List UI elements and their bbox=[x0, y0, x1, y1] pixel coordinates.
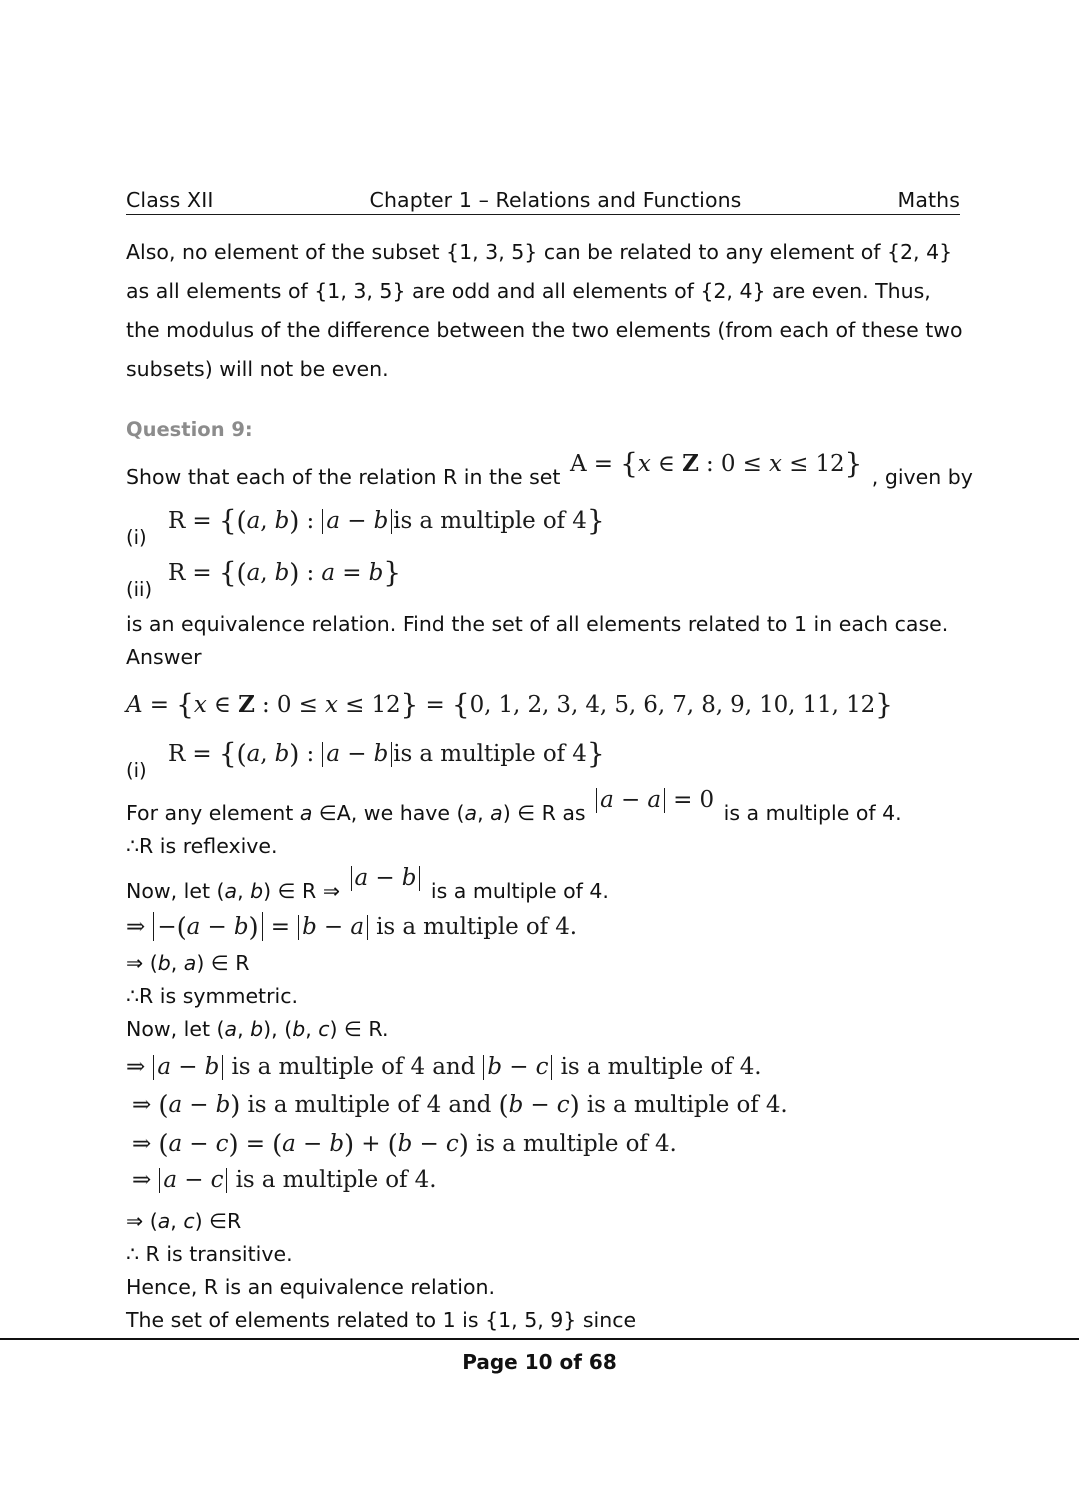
question-item-i-label: (i) bbox=[126, 526, 147, 549]
question-item-i bbox=[126, 502, 964, 548]
header-chapter-title: Chapter 1 – Relations and Functions bbox=[369, 188, 742, 212]
question-item-ii bbox=[126, 554, 964, 600]
header-subject-label: Maths bbox=[897, 188, 960, 212]
transitive-intro: Now, let (a, b), (b, c) ∈ R. bbox=[126, 1016, 389, 1041]
symmetric-conclusion: ∴R is symmetric. bbox=[126, 983, 299, 1008]
transitive-step-4: ⇒ a − c is a multiple of 4. bbox=[132, 1166, 437, 1193]
footer-page-number: Page 10 of 68 bbox=[462, 1350, 617, 1374]
equivalence-conclusion: Hence, R is an equivalence relation. bbox=[126, 1275, 495, 1300]
question-item-ii-formula: R = {(a, b) : a = b} bbox=[168, 556, 401, 589]
reflexive-conclusion: ∴R is reflexive. bbox=[126, 834, 278, 858]
question-tail-line: is an equivalence relation. Find the set of all elements related to 1 in each case. bbox=[126, 612, 949, 636]
symmetric-prefix: Now, let (a, b) ∈ R ⇒ bbox=[126, 879, 340, 903]
symmetric-result: ⇒ (b, a) ∈ R bbox=[126, 950, 250, 975]
transitive-conclusion: ∴ R is transitive. bbox=[126, 1242, 293, 1267]
reflexive-formula: a − a = 0 bbox=[595, 784, 714, 817]
transitive-step-2: ⇒ (a − b) is a multiple of 4 and (b − c) is a multiple of 4. bbox=[132, 1090, 788, 1121]
reflexive-line bbox=[126, 787, 964, 830]
document-body bbox=[126, 233, 973, 1337]
reflexive-prefix: For any element a ∈A, we have (a, a) ∈ R as bbox=[126, 801, 586, 825]
footer-divider bbox=[0, 1338, 1079, 1340]
set-expansion-formula: A = {x ∈ Z : 0 ≤ x ≤ 12} = {0, 1, 2, 3, 4, 5, 6, 7, 8, 9, 10, 11, 12} bbox=[126, 688, 893, 721]
answer-item-i-formula: R = {(a, b) : a − b is a multiple of 4} bbox=[168, 737, 605, 770]
running-header bbox=[126, 188, 960, 212]
question-statement-prefix: Show that each of the relation R in the set bbox=[126, 465, 561, 489]
symmetric-formula: a − b bbox=[350, 862, 422, 895]
answer-item-i bbox=[126, 735, 964, 781]
header-divider bbox=[126, 214, 960, 215]
question-statement-suffix: , given by bbox=[871, 465, 973, 489]
symmetric-line bbox=[126, 865, 964, 908]
symmetric-suffix: is a multiple of 4. bbox=[430, 879, 609, 903]
transitive-step-3: ⇒ (a − c) = (a − b) + (b − c) is a multiple of 4. bbox=[132, 1129, 677, 1160]
reflexive-suffix: is a multiple of 4. bbox=[723, 801, 902, 825]
answer-label: Answer bbox=[126, 645, 202, 669]
question-item-ii-label: (ii) bbox=[126, 578, 153, 601]
related-set-line: The set of elements related to 1 is {1, 5, 9} since bbox=[126, 1308, 637, 1333]
transitive-result: ⇒ (a, c) ∈R bbox=[126, 1209, 242, 1234]
header-class-label: Class XII bbox=[126, 188, 214, 212]
symmetric-step-formula: ⇒ −(a − b) = b − a is a multiple of 4. bbox=[126, 913, 577, 943]
intro-paragraph: Also, no element of the subset {1, 3, 5} can be related to any element of {2, 4} as all elements of {1, 3, 5} are odd and all elements of {2, 4} are even. Thus, the modulus of the difference between the two elements (from each of these two subsets) will not be even. bbox=[126, 240, 963, 381]
question-set-formula: A = {x ∈ Z : 0 ≤ x ≤ 12} bbox=[570, 447, 863, 480]
question-statement-line bbox=[126, 447, 973, 494]
question-heading: Question 9: bbox=[126, 418, 253, 441]
answer-item-i-label: (i) bbox=[126, 759, 147, 782]
question-item-i-formula: R = {(a, b) : a − b is a multiple of 4} bbox=[168, 504, 605, 537]
transitive-step-1: ⇒ a − b is a multiple of 4 and b − c is a multiple of 4. bbox=[126, 1053, 762, 1080]
